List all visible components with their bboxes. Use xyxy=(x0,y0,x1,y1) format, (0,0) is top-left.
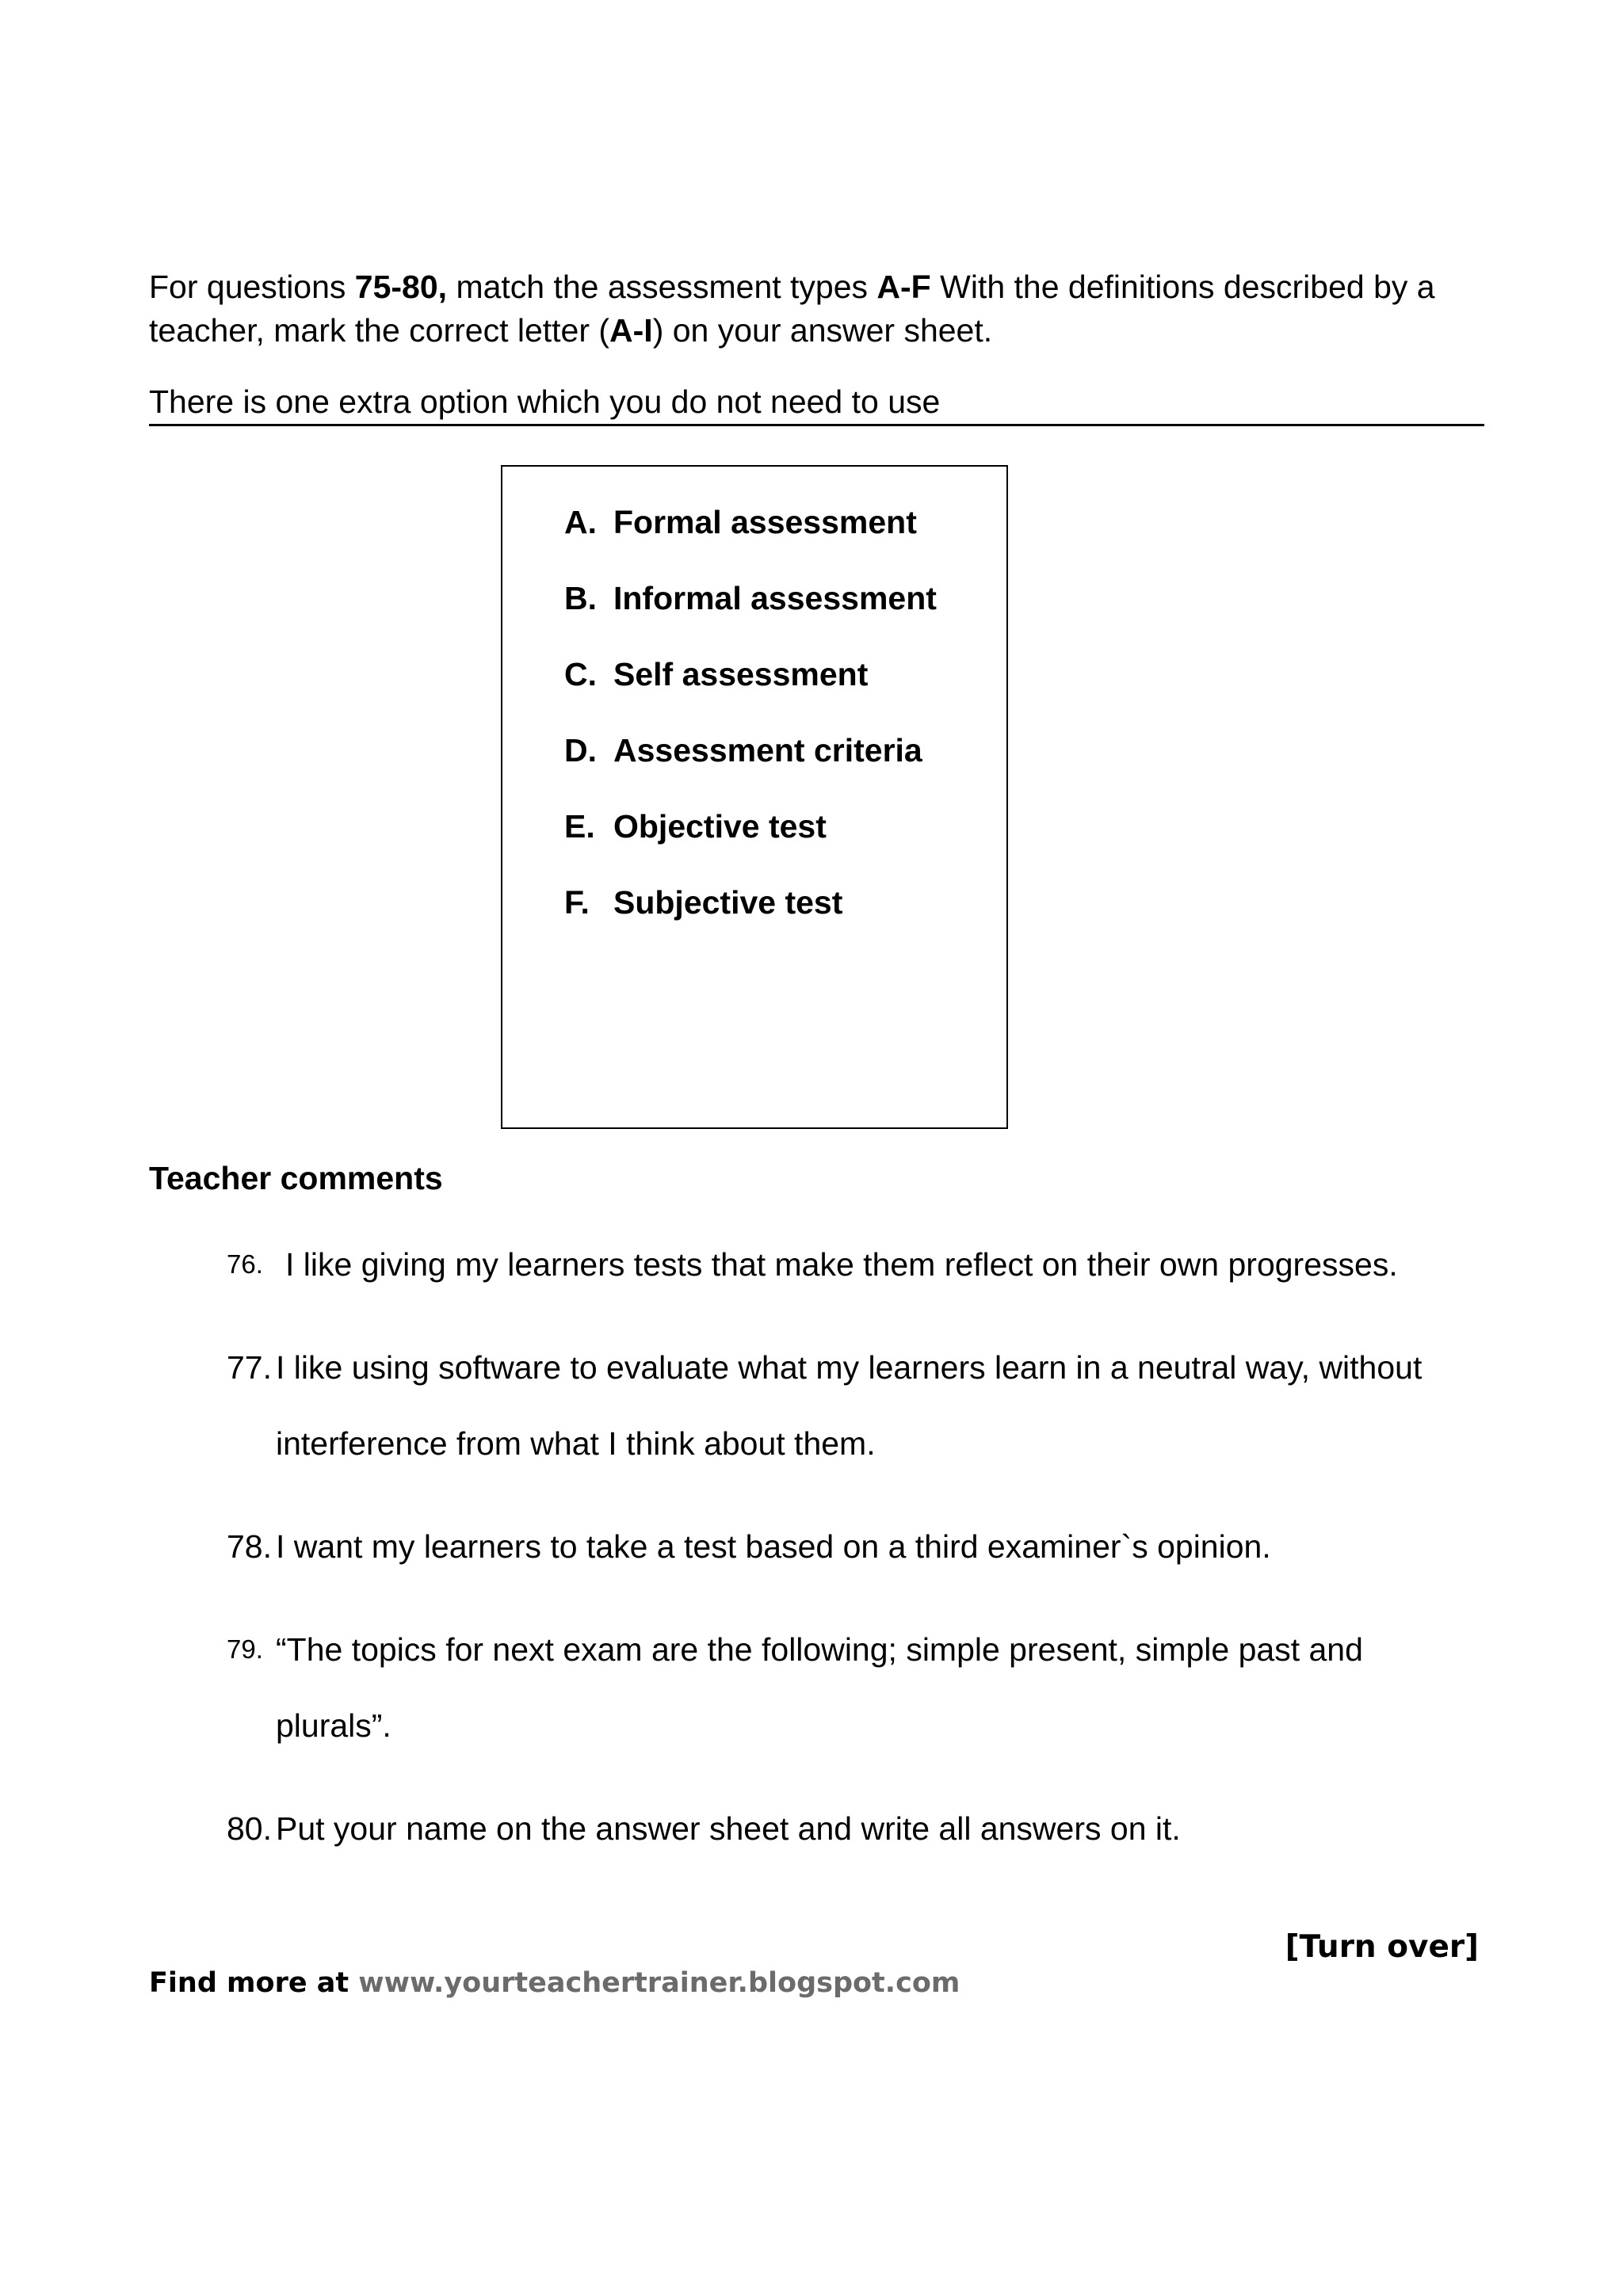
option-letter: A. xyxy=(564,504,597,540)
instructions-text-1: For questions xyxy=(149,269,355,305)
comment-line-1: “The topics for next exam are the following; simple present, simple past and xyxy=(276,1631,1363,1668)
extra-option-note: There is one extra option which you do not need to use xyxy=(149,380,1484,426)
comment-number: 76. xyxy=(227,1249,263,1279)
option-letter: D. xyxy=(564,732,597,769)
comment-number: 79. xyxy=(227,1634,263,1664)
option-label: Informal assessment xyxy=(613,580,937,616)
option-d xyxy=(564,730,937,807)
instructions-paragraph xyxy=(149,265,1496,353)
comment-76 xyxy=(227,1226,1510,1302)
instructions-text-4: ) on your answer sheet. xyxy=(652,312,993,349)
spacer xyxy=(227,1482,1510,1508)
spacer xyxy=(227,1302,1510,1329)
option-label: Assessment criteria xyxy=(613,732,922,769)
option-label: Formal assessment xyxy=(613,504,917,540)
options-box xyxy=(501,465,1008,1129)
option-label: Subjective test xyxy=(613,884,843,921)
comment-line-1: I like using software to evaluate what my learners learn in a neutral way, without xyxy=(276,1349,1423,1386)
comment-text: I want my learners to take a test based on a third examiner`s opinion. xyxy=(276,1528,1271,1565)
comment-text xyxy=(276,1329,1510,1482)
comment-77 xyxy=(227,1329,1510,1482)
option-b xyxy=(564,578,937,654)
teacher-comments-list xyxy=(227,1226,1510,1867)
comment-text: Put your name on the answer sheet and write all answers on it. xyxy=(276,1810,1181,1847)
comment-text xyxy=(276,1611,1510,1764)
comment-number: 77. xyxy=(227,1349,272,1386)
option-letter: B. xyxy=(564,580,597,616)
option-letter: F. xyxy=(564,884,590,921)
options-list xyxy=(564,502,937,959)
footer-site-link[interactable]: www.yourteachertrainer.blogspot.com xyxy=(358,1967,960,1999)
question-range: 75-80, xyxy=(354,269,448,305)
option-label: Self assessment xyxy=(613,656,869,692)
instructions-text-3: With the definitions described by a teacher, mark the correct letter ( xyxy=(149,269,1435,349)
comment-79 xyxy=(227,1611,1510,1764)
teacher-comments-heading: Teacher comments xyxy=(149,1160,443,1196)
spacer xyxy=(227,1764,1510,1791)
comment-80 xyxy=(227,1791,1510,1867)
comment-number: 78. xyxy=(227,1528,272,1565)
footer xyxy=(149,1967,960,1999)
comment-line-2: interference from what I think about them. xyxy=(276,1425,876,1462)
comment-line-2: plurals”. xyxy=(276,1707,391,1744)
letters-range: A-I xyxy=(609,312,653,349)
turn-over-label: [Turn over] xyxy=(1285,1929,1479,1965)
comment-78 xyxy=(227,1508,1510,1585)
option-label: Objective test xyxy=(613,808,827,845)
spacer xyxy=(227,1585,1510,1611)
option-f xyxy=(564,883,937,959)
option-c xyxy=(564,654,937,730)
types-range: A-F xyxy=(876,269,931,305)
option-letter: E. xyxy=(564,808,595,845)
instructions-text-2: match the assessment types xyxy=(447,269,877,305)
footer-prefix: Find more at xyxy=(149,1967,359,1999)
comment-number: 80. xyxy=(227,1810,272,1847)
option-a xyxy=(564,502,937,578)
option-e xyxy=(564,807,937,883)
option-letter: C. xyxy=(564,656,597,692)
comment-text: I like giving my learners tests that make them reflect on their own progresses. xyxy=(285,1246,1398,1283)
